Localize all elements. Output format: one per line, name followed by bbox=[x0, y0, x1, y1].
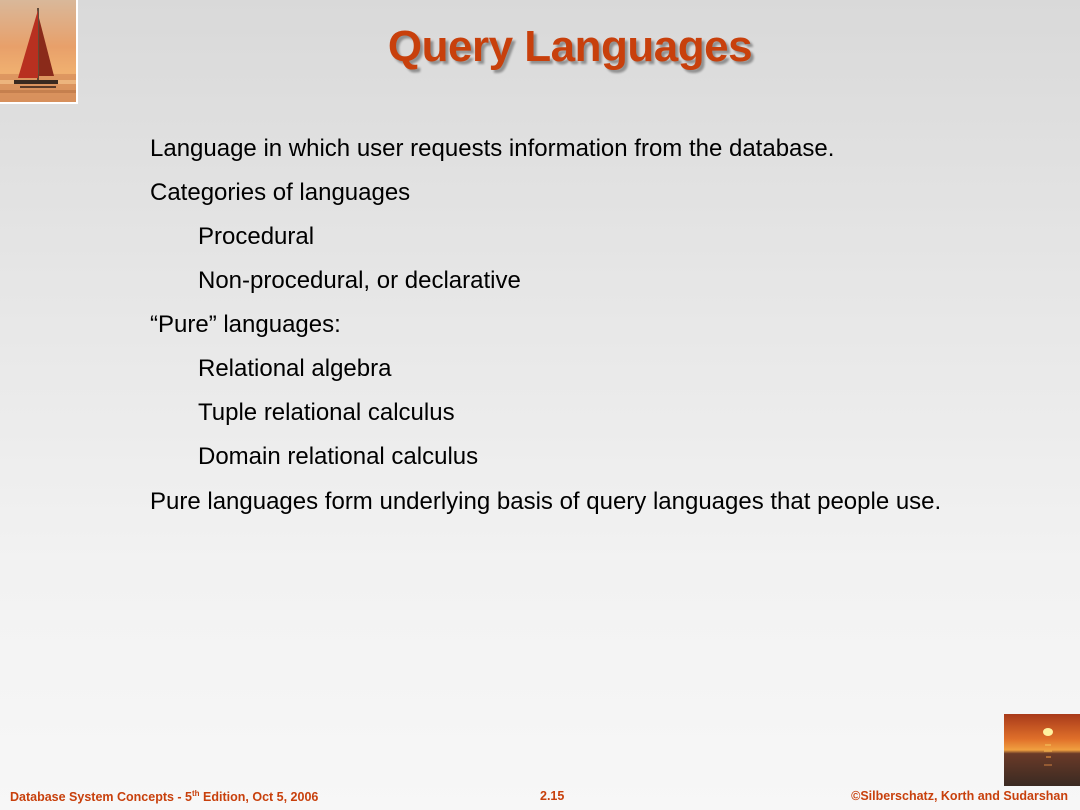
footer-book-title bbox=[10, 789, 318, 804]
page-title: Query Languages bbox=[387, 22, 753, 71]
sub-bullet-item: Non-procedural, or declarative bbox=[198, 267, 521, 294]
bullet-item: Categories of languages bbox=[150, 179, 411, 206]
sunset-logo-icon bbox=[1004, 714, 1080, 786]
sub-bullet-item: Tuple relational calculus bbox=[198, 399, 455, 426]
footer-edition-text: Edition, Oct 5, 2006 bbox=[199, 790, 319, 805]
footer-book-title-text: Database System Concepts - 5 bbox=[10, 790, 193, 805]
sub-bullet-item: Procedural bbox=[198, 223, 315, 250]
sub-bullet-item: Relational algebra bbox=[198, 355, 392, 382]
bullet-item: “Pure” languages: bbox=[150, 311, 341, 338]
footer-superscript: th bbox=[192, 789, 200, 798]
bullet-list bbox=[150, 134, 1010, 532]
footer-page-number: 2.15 bbox=[540, 789, 565, 803]
sub-bullet-item: Domain relational calculus bbox=[198, 443, 479, 470]
footer-copyright: ©Silberschatz, Korth and Sudarshan bbox=[851, 789, 1068, 803]
bullet-item: Language in which user requests information from the database. bbox=[150, 135, 835, 162]
bullet-item: Pure languages form underlying basis of query languages that people use. bbox=[150, 488, 942, 515]
